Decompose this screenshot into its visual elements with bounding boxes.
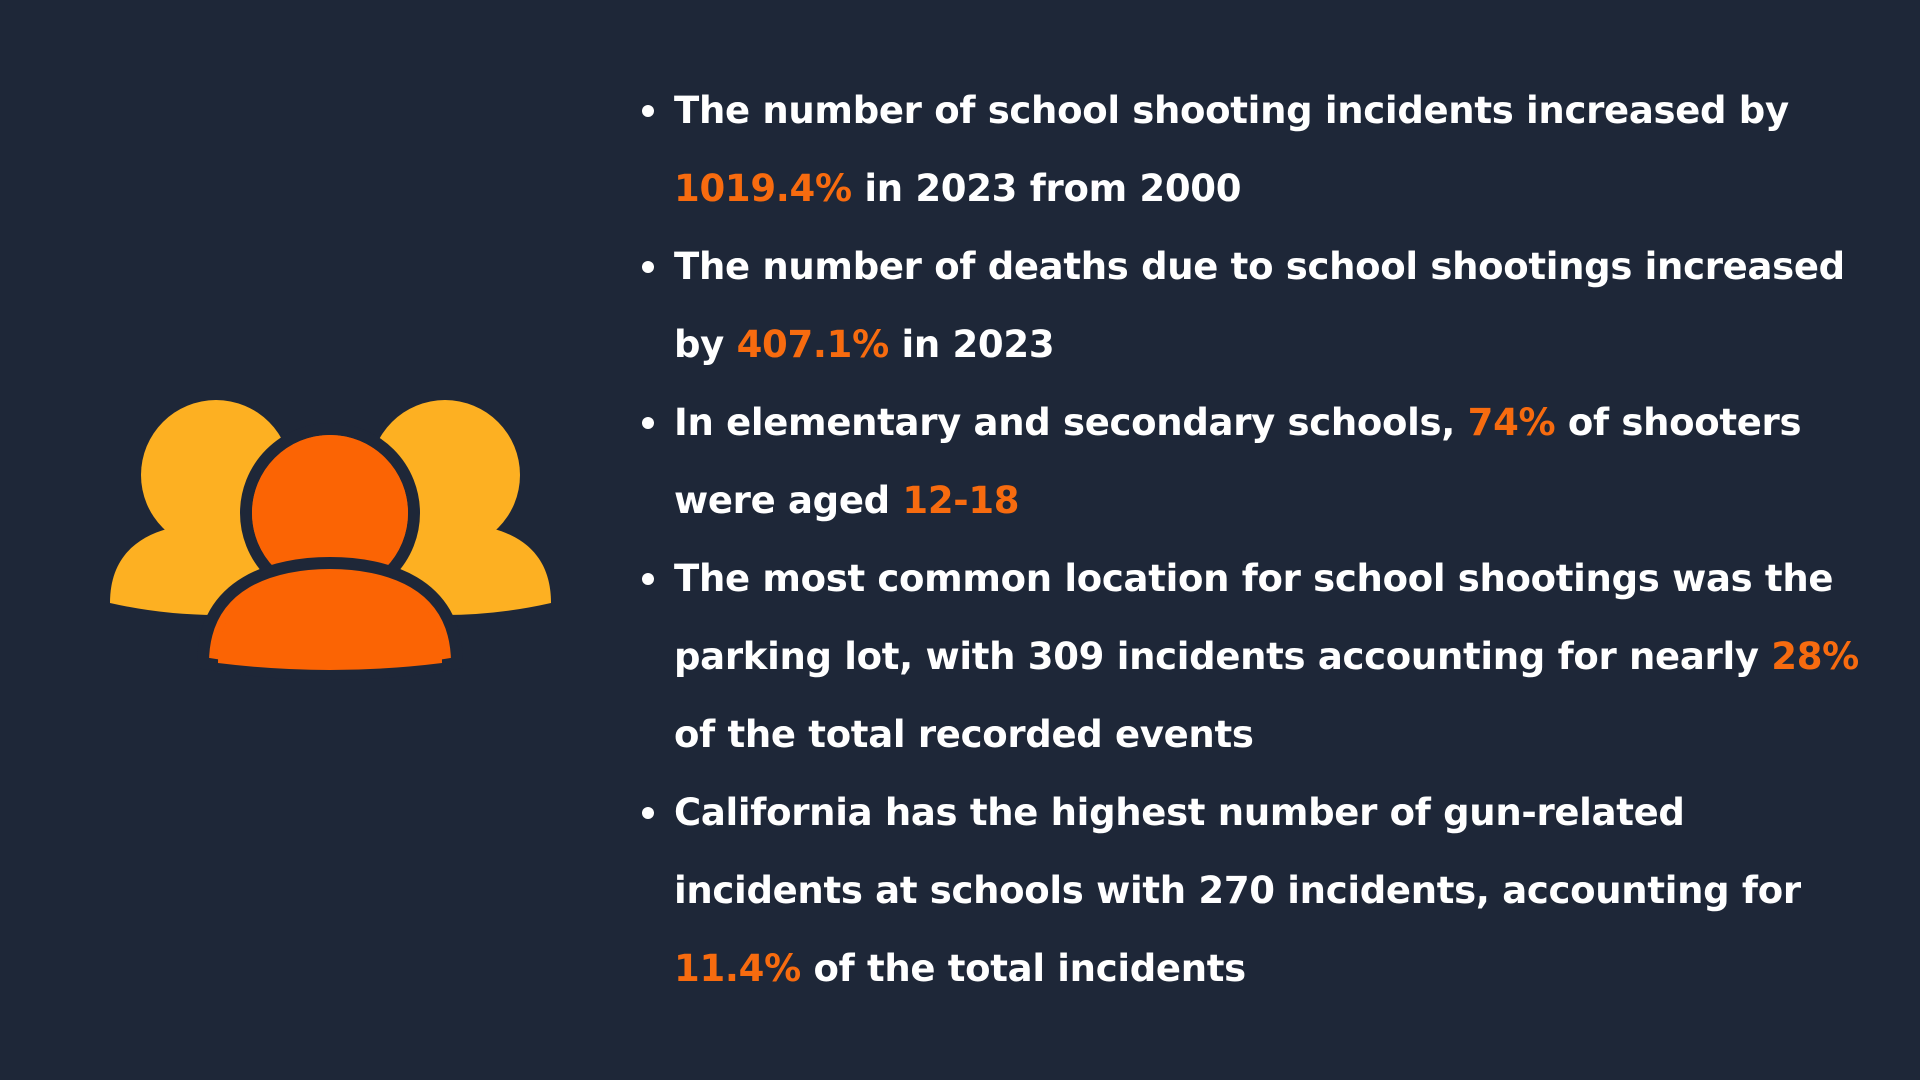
fact-text: of the total recorded events: [674, 713, 1254, 756]
fact-text: In elementary and secondary schools,: [674, 401, 1468, 444]
fact-item-california: [642, 774, 1872, 1008]
fact-text: The most common location for school shootings was the parking lot, with 309 incidents accounting for nearly: [674, 557, 1834, 678]
fact-text: The number of deaths due to school shootings increased by: [674, 245, 1845, 366]
fact-highlight: 12-18: [902, 479, 1020, 522]
fact-text: California has the highest number of gun-related incidents at schools with 270 incidents, accounting for: [674, 791, 1801, 912]
fact-item-common-location: [642, 540, 1872, 774]
group-of-people-icon: [100, 395, 565, 685]
facts-list: [642, 72, 1872, 1008]
bullet-icon: [642, 417, 654, 429]
fact-item-incidents-increase: [642, 72, 1872, 228]
fact-text: in 2023: [888, 323, 1055, 366]
bullet-icon: [642, 105, 654, 117]
bullet-icon: [642, 261, 654, 273]
fact-text: of shooters were aged: [674, 401, 1802, 522]
fact-text: The number of school shooting incidents increased by: [674, 89, 1789, 132]
bullet-icon: [642, 807, 654, 819]
fact-item-deaths-increase: [642, 228, 1872, 384]
fact-item-shooter-age: [642, 384, 1872, 540]
fact-text: of the total incidents: [800, 947, 1246, 990]
fact-highlight: 11.4%: [674, 947, 801, 990]
fact-highlight: 28%: [1771, 635, 1859, 678]
fact-text: in 2023 from 2000: [851, 167, 1242, 210]
fact-highlight: 74%: [1467, 401, 1556, 444]
fact-highlight: 407.1%: [736, 323, 889, 366]
fact-highlight: 1019.4%: [674, 167, 852, 210]
bullet-icon: [642, 573, 654, 585]
